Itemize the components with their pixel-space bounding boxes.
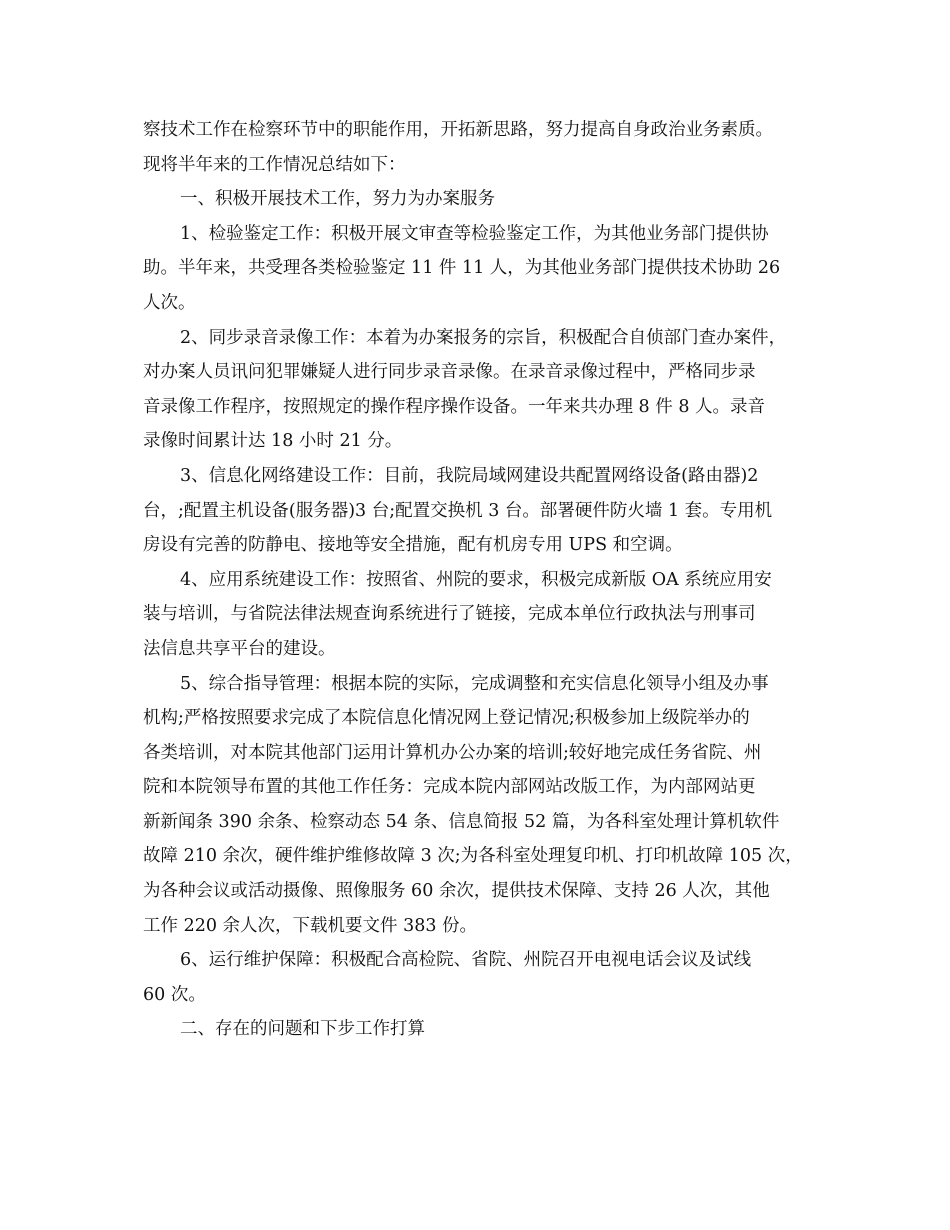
text-line: 对办案人员讯问犯罪嫌疑人进行同步录音录像。在录音录像过程中，严格同步录 (143, 362, 756, 383)
text-line: 2、同步录音录像工作：本着为办案报务的宗旨，积极配合自侦部门查办案件， (180, 327, 787, 348)
text-line: 5、综合指导管理：根据本院的实际，完成调整和充实信息化领导小组及办事 (180, 673, 769, 694)
text-line: 工作 220 余人次，下载机要文件 383 份。 (143, 915, 478, 936)
text-line: 机构;严格按照要求完成了本院信息化情况网上登记情况;积极参加上级院举办的 (143, 708, 750, 729)
text-line: 录像时间累计达 18 小时 21 分。 (143, 431, 403, 452)
text-line: 新新闻条 390 余条、检察动态 54 条、信息简报 52 篇，为各科室处理计算机软件 (143, 811, 780, 832)
text-line: 现将半年来的工作情况总结如下： (143, 154, 406, 175)
text-line: 故障 210 余次，硬件维护维修故障 3 次;为各科室处理复印机、打印机故障 105 次， (143, 846, 803, 867)
text-line: 3、信息化网络建设工作：目前，我院局域网建设共配置网络设备(路由器)2 (180, 465, 759, 486)
text-line: 装与培训，与省院法律法规查询系统进行了链接，完成本单位行政执法与刑事司 (143, 604, 756, 625)
text-line: 4、应用系统建设工作：按照省、州院的要求，积极完成新版 OA 系统应用安 (180, 569, 772, 590)
text-line: 法信息共享平台的建设。 (143, 638, 336, 659)
text-line: 6、运行维护保障：积极配合高检院、省院、州院召开电视电话会议及试线 (180, 950, 752, 971)
text-line: 为各种会议或活动摄像、照像服务 60 余次，提供技术保障、支持 26 人次，其他 (143, 881, 770, 902)
text-line: 助。半年来，共受理各类检验鉴定 11 件 11 人，为其他业务部门提供技术协助 26 (143, 258, 781, 279)
text-line: 房设有完善的防静电、接地等安全措施，配有机房专用 UPS 和空调。 (143, 535, 683, 556)
text-line: 一、积极开展技术工作，努力为办案服务 (180, 189, 495, 210)
text-line: 1、检验鉴定工作：积极开展文审查等检验鉴定工作，为其他业务部门提供协 (180, 223, 769, 244)
text-line: 人次。 (143, 292, 196, 313)
text-line: 60 次。 (143, 984, 206, 1005)
text-line: 台，;配置主机设备(服务器)3 台;配置交换机 3 台。部署硬件防火墙 1 套。专用机 (143, 500, 773, 521)
text-line: 察技术工作在检察环节中的职能作用，开拓新思路，努力提高自身政治业务素质。 (143, 120, 773, 140)
document-body (143, 113, 823, 1047)
text-line: 院和本院领导布置的其他工作任务：完成本院内部网站改版工作，为内部网站更 (143, 777, 756, 798)
text-line: 音录像工作程序，按照规定的操作程序操作设备。一年来共办理 8 件 8 人。录音 (143, 396, 766, 417)
text-line: 二、存在的问题和下步工作打算 (180, 1019, 425, 1040)
text-line: 各类培训，对本院其他部门运用计算机办公办案的培训;较好地完成任务省院、州 (143, 742, 762, 763)
